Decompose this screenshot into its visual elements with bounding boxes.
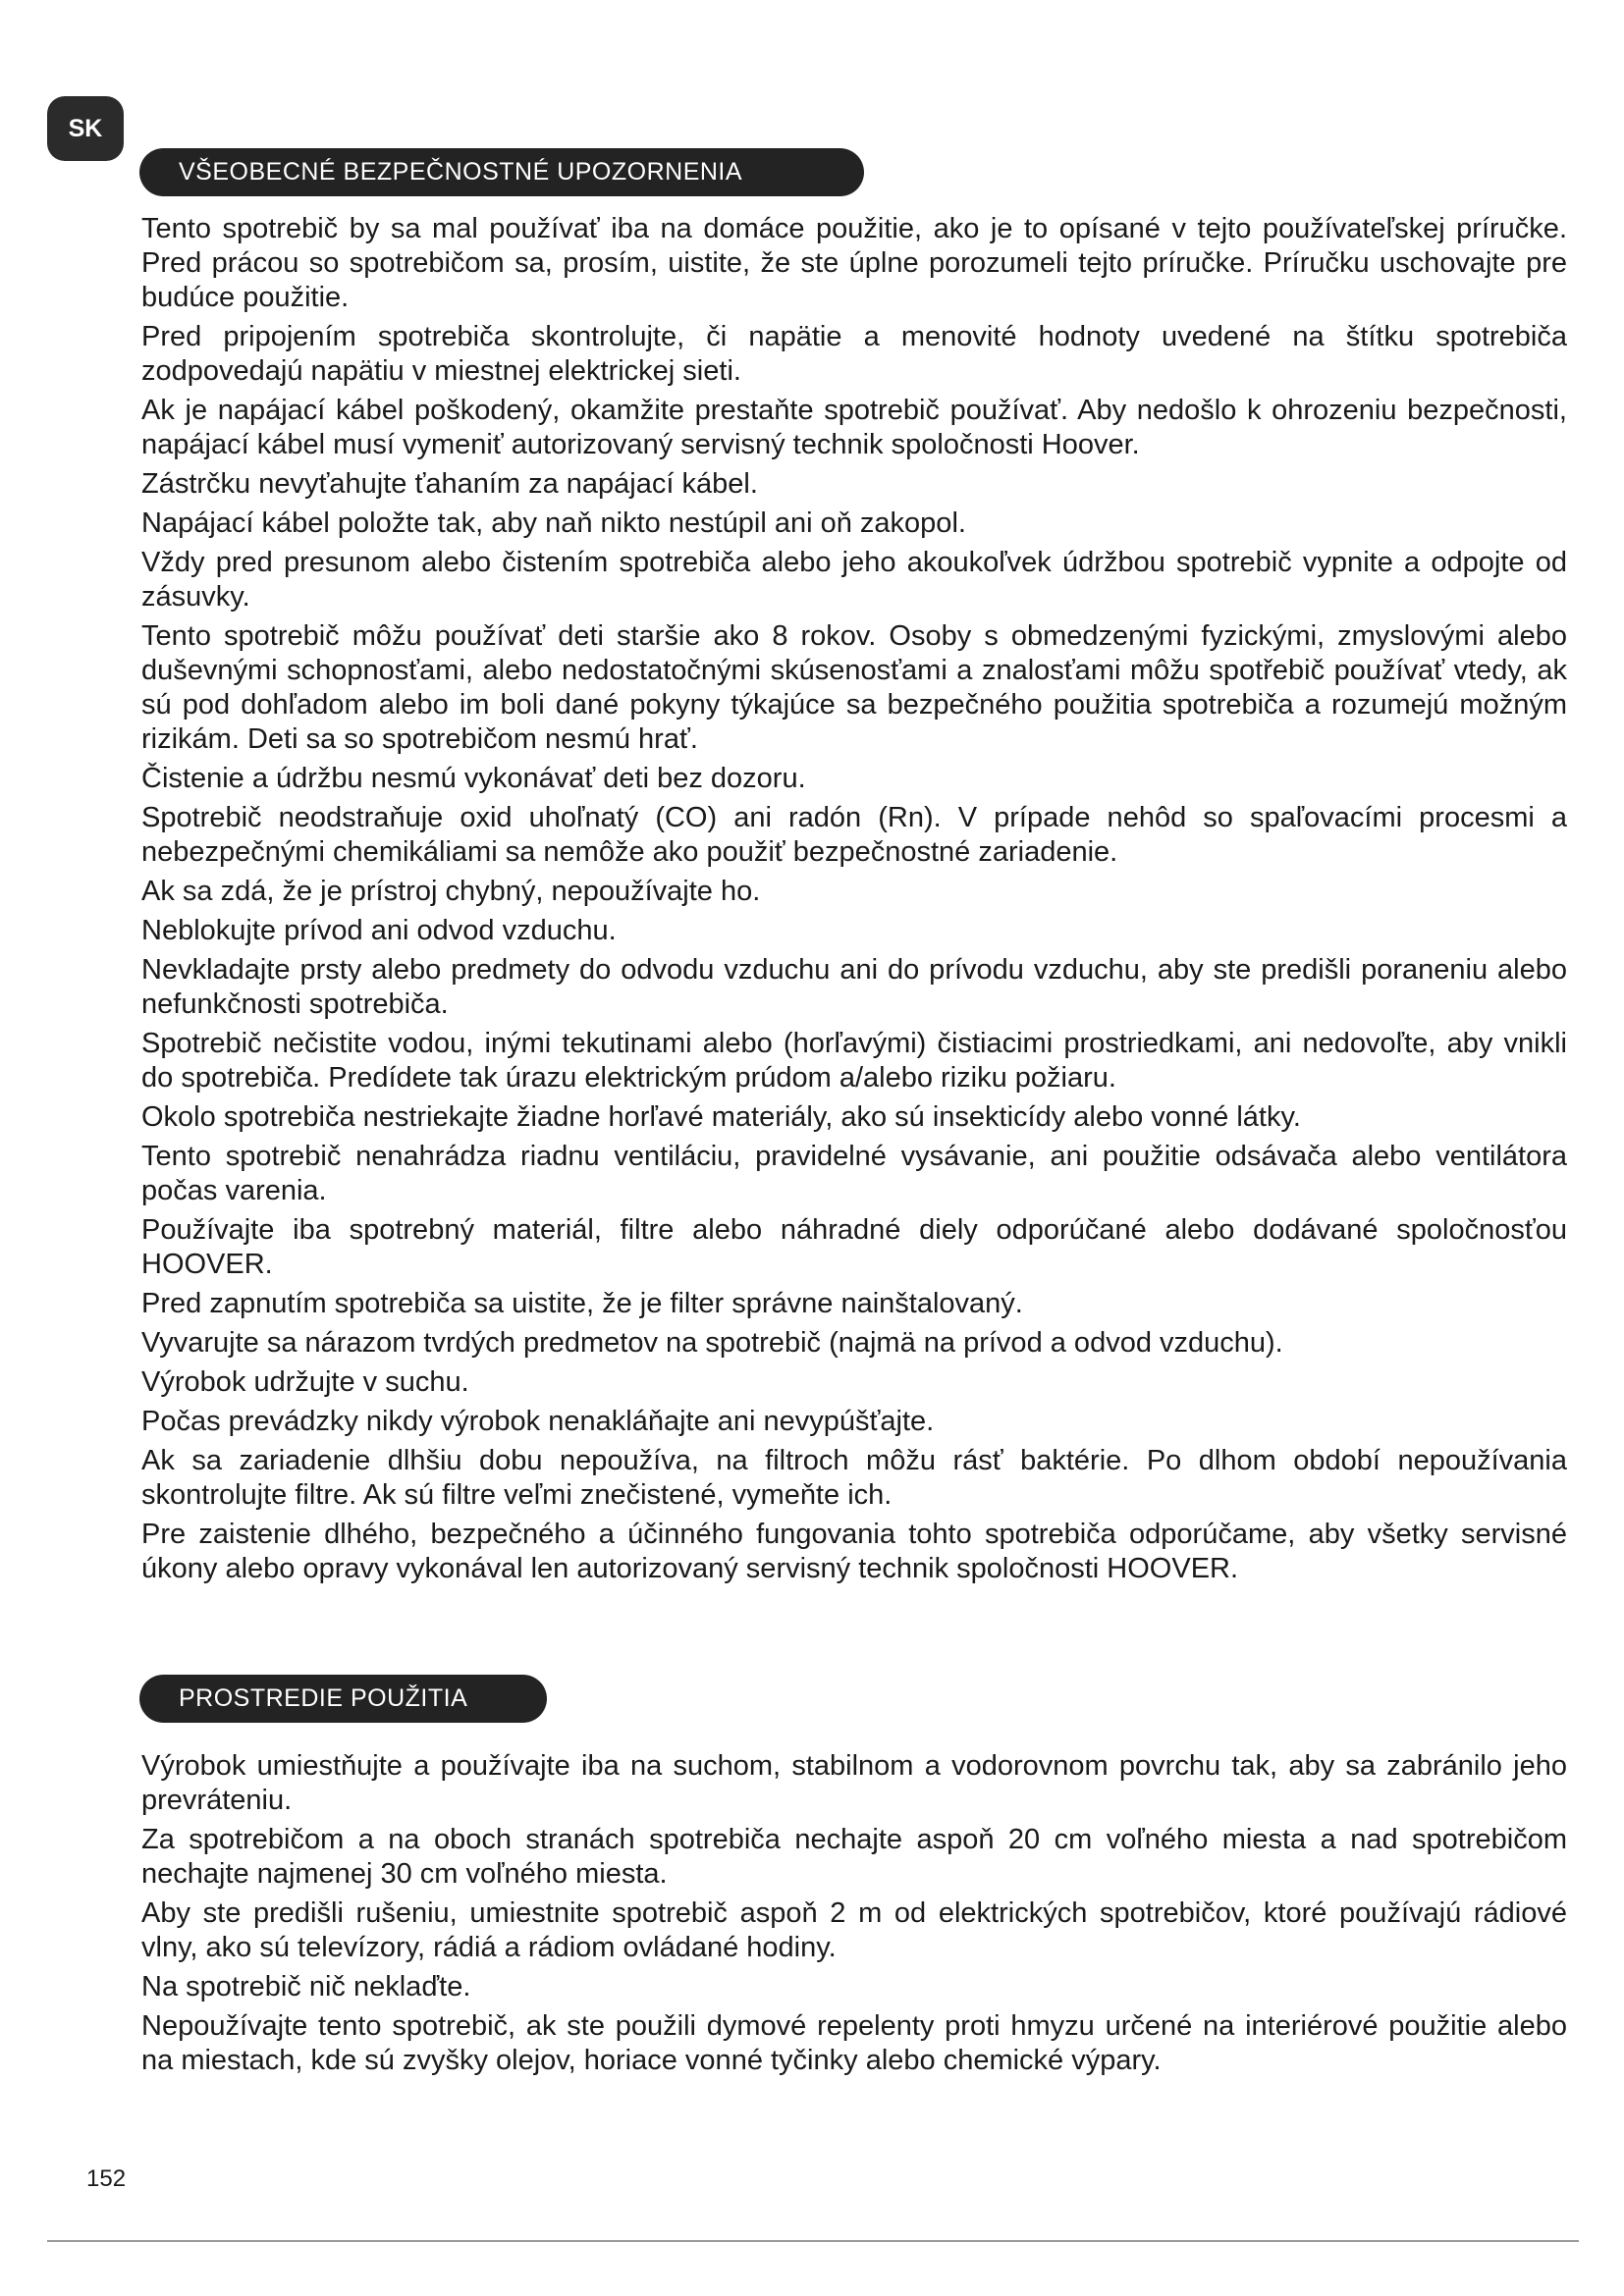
paragraph: Pre zaistenie dlhého, bezpečného a účinného fungovania tohto spotrebiča odporúčame, aby všetky servisné úkony alebo opravy vykonával len autorizovaný servisný technik spoločnosti HOOVER. xyxy=(141,1519,1567,1584)
page-number: 152 xyxy=(86,2165,127,2192)
usage-environment-section xyxy=(141,1749,1567,2083)
paragraph: Nepoužívajte tento spotrebič, ak ste použili dymové repelenty proti hmyzu určené na interiérové použitie alebo na miestach, kde sú zvyšky olejov, horiace vonné tyčinky alebo chemické výpary. xyxy=(141,2010,1567,2076)
language-tab: SK xyxy=(47,96,124,161)
paragraph: Ak je napájací kábel poškodený, okamžite prestaňte spotrebič používať. Aby nedošlo k ohrozeniu bezpečnosti, napájací kábel musí vymeniť autorizovaný servisný technik spoločnosti Hoover. xyxy=(141,395,1567,460)
paragraph: Ak sa zariadenie dlhšiu dobu nepoužíva, na filtroch môžu rásť baktérie. Po dlhom období nepoužívania skontrolujte filtre. Ak sú filtre veľmi znečistené, vymeňte ich. xyxy=(141,1445,1567,1511)
paragraph: Aby ste predišli rušeniu, umiestnite spotrebič aspoň 2 m od elektrických spotrebičov, ktoré používajú rádiové vlny, ako sú televízory, rádiá a rádiom ovládané hodiny. xyxy=(141,1897,1567,1963)
paragraph: Výrobok udržujte v suchu. xyxy=(141,1366,469,1398)
paragraph: Vyvarujte sa nárazom tvrdých predmetov na spotrebič (najmä na prívod a odvod vzduchu). xyxy=(141,1327,1283,1359)
paragraph: Zástrčku nevyťahujte ťahaním za napájací kábel. xyxy=(141,468,758,500)
paragraph: Počas prevádzky nikdy výrobok nenakláňajte ani nevypúšťajte. xyxy=(141,1406,935,1437)
paragraph: Čistenie a údržbu nesmú vykonávať deti bez dozoru. xyxy=(141,763,806,794)
paragraph: Tento spotrebič by sa mal používať iba na domáce použitie, ako je to opísané v tejto používateľskej príručke. Pred prácou so spotrebičom sa, prosím, uistite, že ste úplne porozumeli tejto príručke. Príručku uschovajte pre budúce použitie. xyxy=(141,213,1567,313)
general-safety-section xyxy=(141,212,1567,1591)
paragraph: Výrobok umiestňujte a používajte iba na suchom, stabilnom a vodorovnom povrchu tak, aby sa zabránilo jeho prevráteniu. xyxy=(141,1750,1567,1816)
paragraph: Nevkladajte prsty alebo predmety do odvodu vzduchu ani do prívodu vzduchu, aby ste predišli poraneniu alebo nefunkčnosti spotrebiča. xyxy=(141,954,1567,1020)
paragraph: Spotrebič neodstraňuje oxid uhoľnatý (CO) ani radón (Rn). V prípade nehôd so spaľovacími procesmi a nebezpečnými chemikáliami sa nemôže ako použiť bezpečnostné zariadenie. xyxy=(141,802,1567,868)
paragraph: Neblokujte prívod ani odvod vzduchu. xyxy=(141,915,617,946)
paragraph: Vždy pred presunom alebo čistením spotrebiča alebo jeho akoukoľvek údržbou spotrebič vypnite a odpojte od zásuvky. xyxy=(141,547,1567,613)
paragraph: Používajte iba spotrebný materiál, filtre alebo náhradné diely odporúčané alebo dodávané spoločnosťou HOOVER. xyxy=(141,1214,1567,1280)
paragraph: Ak sa zdá, že je prístroj chybný, nepoužívajte ho. xyxy=(141,876,761,907)
paragraph: Za spotrebičom a na oboch stranách spotrebiča nechajte aspoň 20 cm voľného miesta a nad spotrebičom nechajte najmenej 30 cm voľného miesta. xyxy=(141,1824,1567,1890)
paragraph: Napájací kábel položte tak, aby naň nikto nestúpil ani oň zakopol. xyxy=(141,507,966,539)
section-header-usage-environment: PROSTREDIE POUŽITIA xyxy=(139,1675,547,1723)
paragraph: Na spotrebič nič neklaďte. xyxy=(141,1971,471,2002)
paragraph: Okolo spotrebiča nestriekajte žiadne horľavé materiály, ako sú insekticídy alebo vonné látky. xyxy=(141,1101,1301,1133)
paragraph: Tento spotrebič môžu používať deti staršie ako 8 rokov. Osoby s obmedzenými fyzickými, zmyslovými alebo duševnými schopnosťami, alebo nedostatočnými skúsenosťami a znalosťami môžu spotřebič používať vtedy, ak sú pod dohľadom alebo im boli dané pokyny týkajúce sa bezpečného použitia spotrebiča a rozumejú možným rizikám. Deti sa so spotrebičom nesmú hrať. xyxy=(141,620,1567,755)
paragraph: Tento spotrebič nenahrádza riadnu ventiláciu, pravidelné vysávanie, ani použitie odsávača alebo ventilátora počas varenia. xyxy=(141,1141,1567,1206)
paragraph: Pred zapnutím spotrebiča sa uistite, že je filter správne nainštalovaný. xyxy=(141,1288,1023,1319)
paragraph: Pred pripojením spotrebiča skontrolujte, či napätie a menovité hodnoty uvedené na štítku spotrebiča zodpovedajú napätiu v miestnej elektrickej sieti. xyxy=(141,321,1567,387)
footer-divider xyxy=(47,2240,1579,2242)
section-header-general-safety: VŠEOBECNÉ BEZPEČNOSTNÉ UPOZORNENIA xyxy=(139,148,864,196)
paragraph: Spotrebič nečistite vodou, inými tekutinami alebo (horľavými) čistiacimi prostriedkami, ani nedovoľte, aby vnikli do spotrebiča. Predídete tak úrazu elektrickým prúdom a/alebo riziku požiaru. xyxy=(141,1028,1567,1094)
